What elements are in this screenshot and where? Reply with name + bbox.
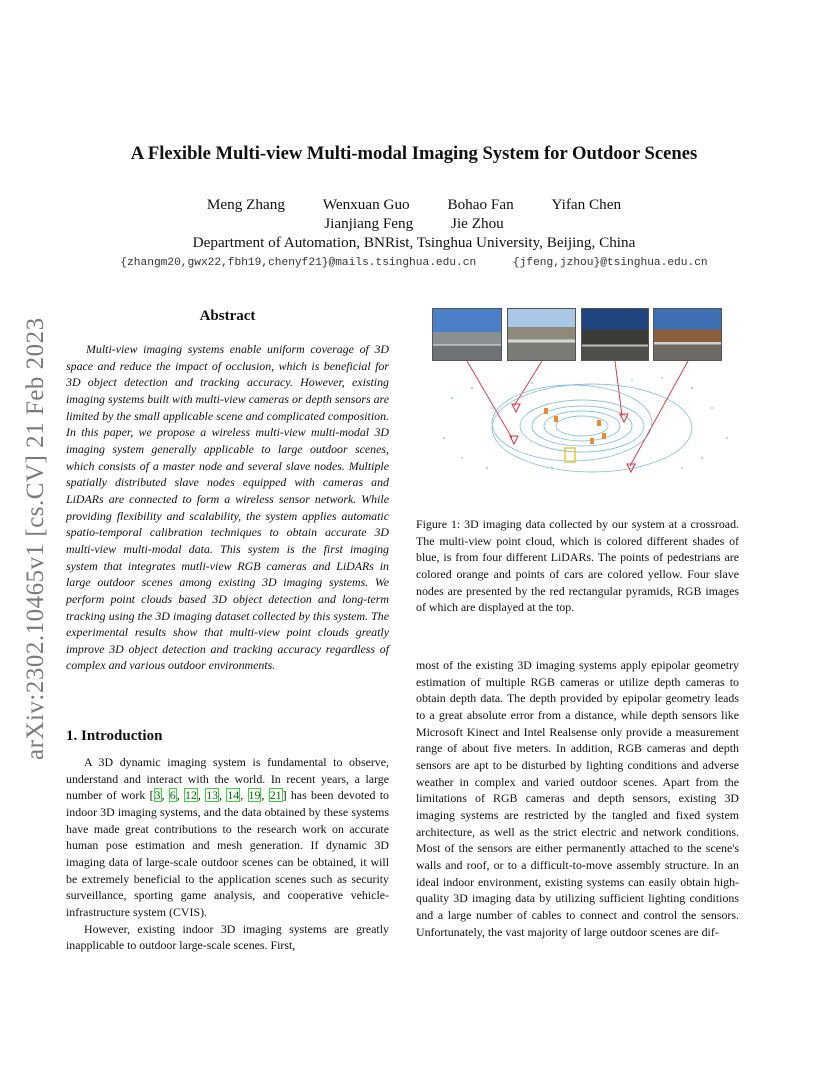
- abstract-text: Multi-view imaging systems enable uniform coverage of 3D space and reduce the impact of occlusion, which is beneficial for 3D object detection and tracking accuracy. However, existing imaging systems built with multi-view cameras or depth sensors are limited by the small applicable scene and complicated composition. In this paper, we propose a wireless multi-view multi-modal 3D imaging system generally applicable to large outdoor scenes, which consists of a master node and several slave nodes. Multiple spatially distributed slave nodes equipped with cameras and LiDARs are connected to form a wireless sensor network. While providing flexibility and scalability, the system applies automatic spatio-temporal calibration techniques to obtain accurate 3D multi-view multi-modal data. This system is the first imaging system that integrates mutli-view RGB cameras and LiDARs in large outdoor scenes among existing 3D imaging systems. We perform point clouds based 3D object detection and long-term tracking using the 3D imaging dataset collected by this system. The experimental results show that multi-view point clouds greatly improve 3D object detection and tracking accuracy regardless of complex and various outdoor environments.: [66, 342, 389, 673]
- email-group: {jfeng,jzhou}@tsinghua.edu.cn: [512, 257, 708, 269]
- authors-line-2: [60, 215, 768, 233]
- author-name: Jie Zhou: [451, 215, 504, 232]
- citation-link[interactable]: 12: [185, 788, 197, 803]
- arxiv-identifier-stamp: arXiv:2302.10465v1 [cs.CV] 21 Feb 2023: [22, 317, 49, 760]
- pedestrian-points: [544, 408, 606, 444]
- intro-paragraph-1: A 3D dynamic imaging system is fundamental to observe, understand and interact with the world. In recent years, a large number of work [3, 6, 12, 13, 14, 19, 21] has been devoted to indoor 3D imaging systems, and the data obtained by these systems have made great contributions to the research work on accurate human pose estimation and mesh generation. If dynamic 3D imaging data of large-scale outdoor scenes can be obtained, it will be extremely beneficial to the application scenes such as security surveillance, sporting game analysis, and cooperative vehicle-infrastructure system (CVIS).: [66, 755, 389, 919]
- intro-paragraph-continued: most of the existing 3D imaging systems apply epipolar geometry estimation of multiple RGB cameras or utilize depth cameras to obtain depth data. The depth provided by epipolar geometry leads to a great absolute error from a distance, while depth sensors like Microsoft Kinect and Intel Realsense only provide a measurement range of about five meters. In addition, RGB cameras and depth sensors are apt to be disturbed by lighting conditions and adverse weather in complex and varied outdoor scenes. Apart from the limitations of RGB cameras and depth sensors, existing 3D imaging systems are restricted by the tangled and fixed system architecture, as well as the strict electric and network conditions. Most of the sensors are either permanently attached to the scene's walls and roof, or to a difficult-to-move assembly structure. In an ideal indoor environment, existing systems can easily obtain high-quality 3D imaging data by utilizing sufficient lighting conditions and a large number of cables to connect and control the sensors. Unfortunately, the vast majority of large outdoor scenes are dif-: [416, 658, 739, 939]
- intro-paragraph-2: However, existing indoor 3D imaging systems are greatly inapplicable to outdoor large-scale scenes. First,: [66, 921, 389, 953]
- point-cloud-scatter: [443, 377, 728, 469]
- figure-1-image: [432, 308, 737, 478]
- citation-link[interactable]: 21: [269, 788, 282, 803]
- citation-link[interactable]: 3: [154, 788, 161, 803]
- author-emails: [60, 257, 768, 269]
- citation-link[interactable]: 13: [206, 788, 219, 803]
- car-points: [565, 448, 575, 462]
- author-name: Meng Zhang: [206, 196, 285, 213]
- author-name: Yifan Chen: [551, 196, 622, 213]
- abstract-section: [66, 308, 389, 674]
- section-heading: 1. Introduction: [66, 728, 163, 744]
- abstract-heading: Abstract: [199, 308, 256, 324]
- authors-line-1: [60, 196, 768, 214]
- camera-link-lines: [467, 361, 688, 466]
- author-name: Bohao Fan: [447, 196, 514, 213]
- figure-1-caption: Figure 1: 3D imaging data collected by our system at a crossroad. The multi-view point cloud, which is colored different shades of blue, is from four different LiDARs. The points of pedestrians are colored orange and points of cars are colored yellow. Four slave nodes are presented by the red rectangular pyramids, RGB images of which are displayed at the top.: [416, 517, 739, 615]
- author-name: Wenxuan Guo: [322, 196, 410, 213]
- citation-link[interactable]: 14: [227, 788, 240, 803]
- paper-title: A Flexible Multi-view Multi-modal Imaging System for Outdoor Scenes: [130, 143, 698, 164]
- citation-link[interactable]: 19: [248, 788, 261, 803]
- author-name: Jianjiang Feng: [324, 215, 414, 232]
- point-cloud-rings: [492, 384, 692, 472]
- point-cloud-illustration: [432, 308, 737, 478]
- citation-link[interactable]: 6: [169, 788, 176, 803]
- introduction-section: [66, 728, 389, 954]
- email-group: {zhangm20,gwx22,fbh19,chenyf21}@mails.tsinghua.edu.cn: [120, 257, 477, 269]
- affiliation: Department of Automation, BNRist, Tsinghua University, Beijing, China: [192, 234, 636, 251]
